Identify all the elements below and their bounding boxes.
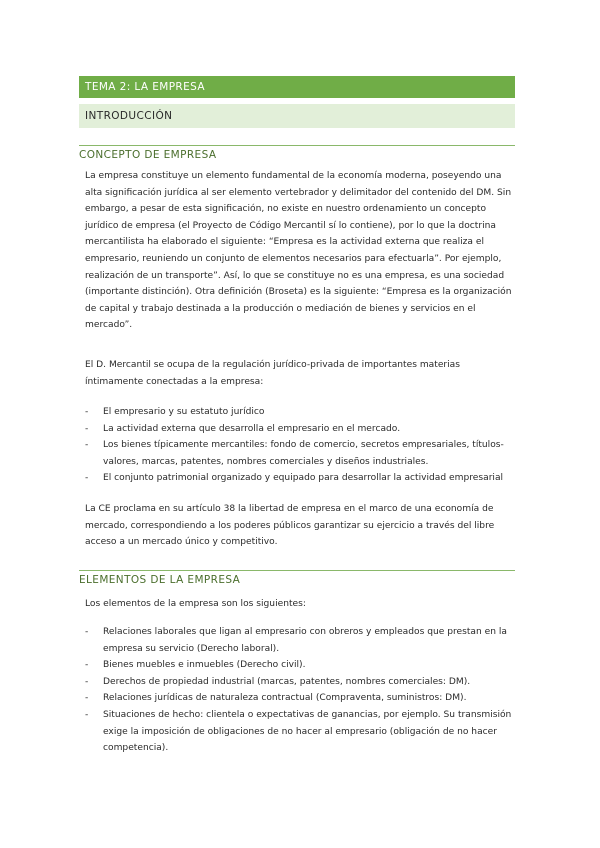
list-item: - Relaciones laborales que ligan al empresario con obreros y empleados que prestan en la empresa su servicio (Derecho laboral). [85,627,508,654]
list-item: - La actividad externa que desarrolla el empresario en el mercado. [85,423,401,434]
document-title: TEMA 2: LA EMPRESA [79,76,515,98]
paragraph: Los elementos de la empresa son los siguientes: [85,599,306,609]
paragraph: La CE proclama en su artículo 38 la libertad de empresa en el marco de una economía de mercado, correspondiendo a los poderes públicos garantizar su ejercicio a través del libre acceso a un mercado único y competitivo. [85,504,495,548]
paragraph: El D. Mercantil se ocupa de la regulación jurídico-privada de importantes materias íntimamente conectadas a la empresa: [85,360,460,387]
section-rule [79,145,515,146]
list-item: - Situaciones de hecho: clientela o expectativas de ganancias, por ejemplo. Su transmisión exige la imposición de obligaciones de no hacer al empresario (obligación de no hacer competencia). [85,709,512,754]
document-subtitle: INTRODUCCIÓN [79,104,515,128]
bullet-list [85,404,513,487]
section-heading-elementos: ELEMENTOS DE LA EMPRESA [79,574,241,586]
section-heading-concepto: CONCEPTO DE EMPRESA [79,149,217,161]
list-item: - Bienes muebles e inmuebles (Derecho civil). [85,660,306,671]
section-rule [79,570,515,571]
list-item: - El conjunto patrimonial organizado y equipado para desarrollar la actividad empresarial [85,473,504,484]
list-item: - El empresario y su estatuto jurídico [85,407,265,417]
list-item: - Los bienes típicamente mercantiles: fondo de comercio, secretos empresariales, títulos-valores, marcas, patentes, nombres comerciales y diseños industriales. [85,440,504,467]
bullet-list [85,624,513,757]
list-item: - Relaciones jurídicas de naturaleza contractual (Compraventa, suministros: DM). [85,693,467,704]
paragraph: La empresa constituye un elemento fundamental de la economía moderna, poseyendo una alta significación jurídica al ser elemento vertebrador y delimitador del contenido del DM. Sin embargo, a pesar de esta significación, no existe en nuestro ordenamiento un concepto jurídico de empresa (el Proyecto de Código Mercantil sí lo contiene), por lo que la doctrina mercantilista ha elaborado el siguiente: “Empresa es la actividad externa que realiza el empresario, reuniendo un conjunto de elementos necesarios para efectuarla”. Por ejemplo, realización de un transporte”. Así, lo que se constituye no es una empresa, es una sociedad (importante distinción). Otra definición (Broseta) es la siguiente: “Empresa es la organización de capital y trabajo destinada a la producción o mediación de bienes y servicios en el mercado”. [85,171,512,331]
list-item: - Derechos de propiedad industrial (marcas, patentes, nombres comerciales: DM). [85,676,471,687]
